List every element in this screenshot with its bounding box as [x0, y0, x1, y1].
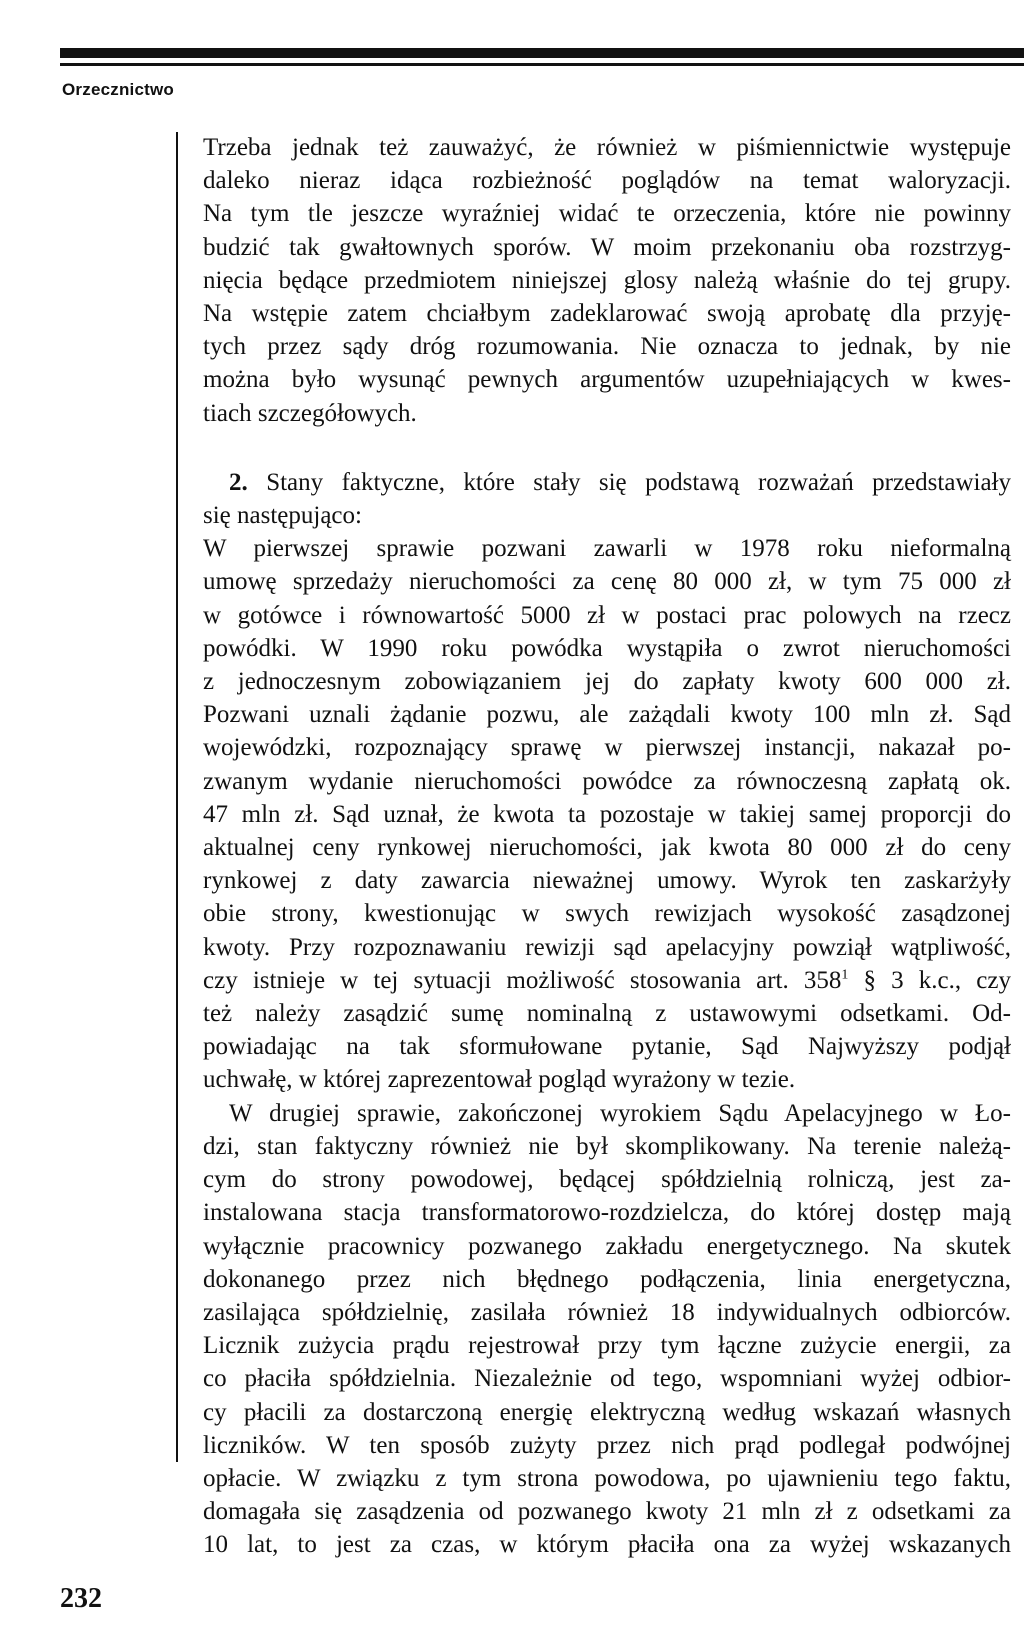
text-line: można było wysunąć pewnych argumentów uzupełniających w kwes-	[203, 366, 1011, 394]
text-line: domagała się zasądzenia od pozwanego kwoty 21 mln zł z odsetkami za	[203, 1498, 1011, 1526]
text-line: w gotówce i równowartość 5000 zł w postaci prac polowych na rzecz	[203, 601, 1011, 629]
text-line: daleko nieraz idąca rozbieżność poglądów na temat waloryzacji.	[203, 167, 1011, 195]
text-line: nięcia będące przedmiotem niniejszej glosy należą właśnie do tej grupy.	[203, 266, 1011, 294]
body-text	[203, 131, 1011, 1562]
text-line: dzi, stan faktyczny również nie był skomplikowany. Na terenie należą-	[203, 1132, 1011, 1160]
text-line: czy istnieje w tej sytuacji możliwość stosowania art. $358^1$ § 3 k.c., czy	[203, 966, 1011, 994]
text-line: Trzeba jednak też zauważyć, że również w piśmiennictwie występuje	[203, 134, 1011, 161]
text-line: co płaciła spółdzielnia. Niezależnie od tego, wspomniani wyżej odbior-	[203, 1365, 1011, 1393]
text-line: cy płacili za dostarczoną energię elektryczną według wskazań własnych	[203, 1398, 1011, 1426]
text-line: tiach szczegółowych.	[203, 399, 417, 427]
text-line: zwanym wydanie nieruchomości powódce za równoczesną zapłatą ok.	[203, 767, 1011, 795]
text-line: Na wstępie zatem chciałbym zadeklarować swoją aprobatę dla przyję-	[203, 300, 1011, 328]
superscript: 1	[841, 967, 849, 983]
text-line: się następująco:	[203, 502, 362, 530]
paragraph-first-case	[203, 532, 1011, 1063]
text-line: Stany faktyczne, które stały się podstawą rozważań przedstawiały	[247, 468, 1011, 496]
text-line: wyłącznie pracownicy pozwanego zakładu energetycznego. Na skutek	[203, 1232, 1011, 1260]
text-line: opłacie. W związku z tym strona powodowa, po ujawnieniu tego faktu,	[203, 1464, 1011, 1492]
text-line: z jednoczesnym zobowiązaniem jej do zapłaty kwoty 600 000 zł.	[203, 668, 1011, 696]
text-line: wojewódzki, rozpoznający sprawę w pierwszej instancji, nakazał po-	[203, 734, 1011, 762]
text-line: 47 mln zł. Sąd uznał, że kwota ta pozostaje w takiej samej proporcji do	[203, 800, 1011, 828]
text-line: tych przez sądy dróg rozumowania. Nie oznacza to jednak, by nie	[203, 333, 1011, 361]
text-line: zasilająca spółdzielnię, zasilała również 18 indywidualnych odbiorców.	[203, 1298, 1011, 1326]
text-line: budzić tak gwałtownych sporów. W moim przekonaniu oba rozstrzyg-	[203, 233, 1011, 261]
paragraph-1	[203, 131, 1011, 397]
section-number: 2.	[229, 468, 248, 496]
text-line: uchwałę, w której zaprezentował pogląd wyrażony w tezie.	[203, 1066, 796, 1094]
text-line: cym do strony powodowej, będącej spółdzielnią rolniczą, jest za-	[203, 1166, 1011, 1194]
text-line: W pierwszej sprawie pozwani zawarli w 1978 roku nieformalną	[203, 535, 1011, 563]
text-line: instalowana stacja transformatorowo-rozdzielcza, do której dostęp mają	[203, 1199, 1011, 1227]
header-rule-thick	[60, 48, 1024, 58]
header-rule-thin	[60, 63, 1024, 66]
text-line: rynkowej z daty zawarcia nieważnej umowy. Wyrok ten zaskarżyły	[203, 867, 1011, 895]
text-line: Licznik zużycia prądu rejestrował przy tym łączne zużycie energii, za	[203, 1332, 1011, 1360]
text-line: 10 lat, to jest za czas, w którym płaciła ona za wyżej wskazanych	[203, 1531, 1011, 1559]
text-line: kwoty. Przy rozpoznawaniu rewizji sąd apelacyjny powziął wątpliwość,	[203, 933, 1011, 961]
page-number: 232	[60, 1583, 102, 1614]
text-line: powódki. W 1990 roku powódka wystąpiła o zwrot nieruchomości	[203, 634, 1011, 662]
text-line: aktualnej ceny rynkowej nieruchomości, jak kwota 80 000 zł do ceny	[203, 834, 1011, 862]
paragraph-1-end	[203, 397, 1011, 430]
paragraph-first-case-end	[203, 1063, 1011, 1096]
text-line: Pozwani uznali żądanie pozwu, ale zażądali kwoty 100 mln zł. Sąd	[203, 701, 1011, 729]
text-line: obie strony, kwestionując w swych rewizjach wysokość zasądzonej	[203, 900, 1011, 928]
section-2-paragraph-end	[203, 499, 1011, 532]
text-line: też należy zasądzić sumę nominalną z ustawowymi odsetkami. Od-	[203, 1000, 1011, 1028]
text-line: umowę sprzedaży nieruchomości za cenę 80 000 zł, w tym 75 000 zł	[203, 568, 1011, 596]
paragraph-second-case	[203, 1097, 1011, 1562]
text-line: liczników. W ten sposób zużyty przez nich prąd podlegał podwójnej	[203, 1431, 1011, 1459]
text-line: W drugiej sprawie, zakończonej wyrokiem Sądu Apelacyjnego w Ło-	[229, 1099, 1011, 1127]
margin-bar	[176, 132, 178, 1462]
text-line: dokonanego przez nich błędnego podłączenia, linia energetyczna,	[203, 1265, 1011, 1293]
text-line: Na tym tle jeszcze wyraźniej widać te orzeczenia, które nie powinny	[203, 200, 1011, 228]
text-line: powiadając na tak sformułowane pytanie, Sąd Najwyższy podjął	[203, 1033, 1011, 1061]
section-2-paragraph	[203, 466, 1011, 499]
running-head: Orzecznictwo	[62, 80, 174, 99]
